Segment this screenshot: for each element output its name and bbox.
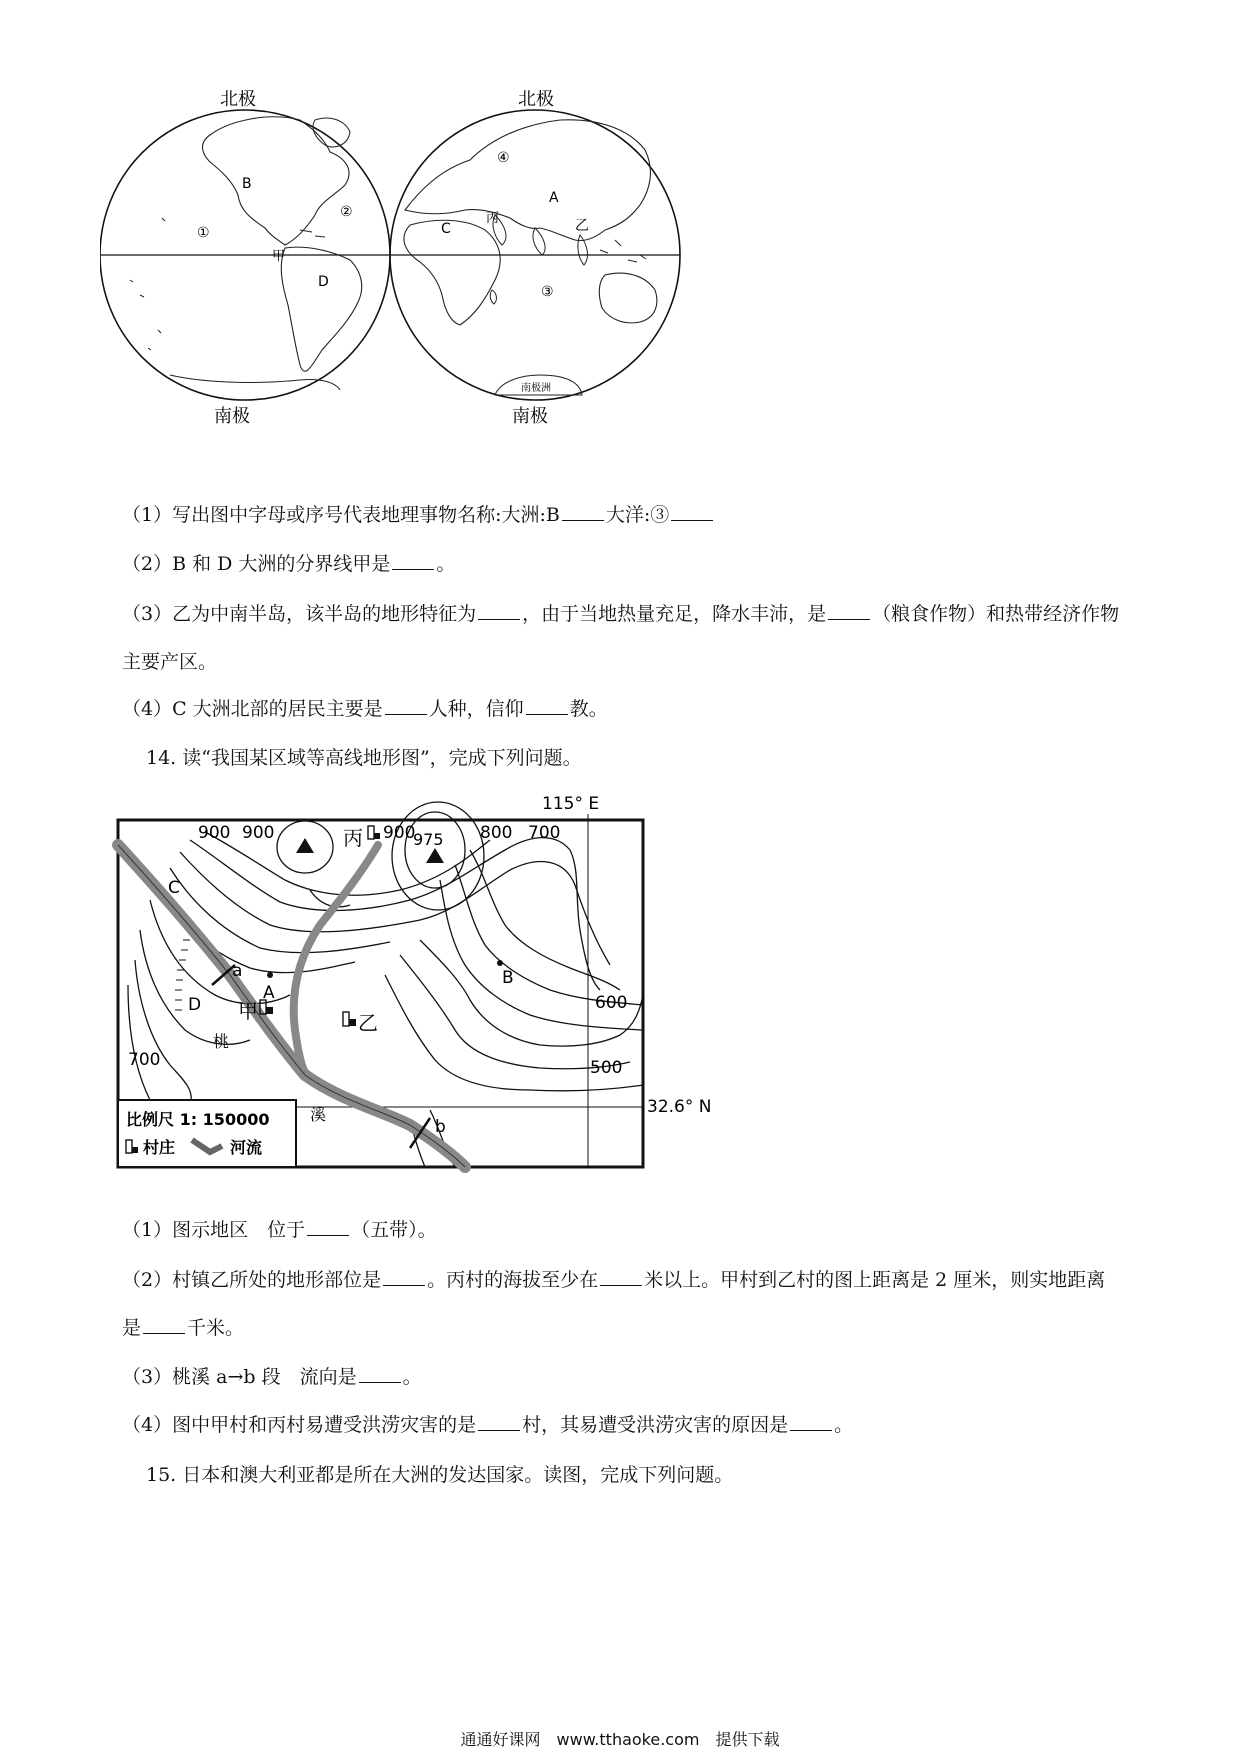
- point-A-dot: [267, 972, 273, 978]
- q13-p4-mid: 人种，信仰: [428, 698, 524, 720]
- q14-p1-prefix: （1）图示地区 位于: [122, 1219, 306, 1241]
- india-outline: [533, 228, 545, 255]
- q15-title-text: 15. 日本和澳大利亚都是所在大洲的发达国家。读图，完成下列问题。: [146, 1464, 734, 1486]
- label-ocean-3: ③: [541, 284, 554, 300]
- q14-p4-blank1[interactable]: [478, 1412, 520, 1431]
- label-yi: 乙: [575, 218, 589, 234]
- q13-part4: [122, 695, 608, 723]
- south-pole-left-label: 南极: [214, 406, 250, 427]
- q14-title-text: 14. 读“我国某区域等高线地形图”，完成下列问题。: [146, 747, 582, 769]
- q14-p4-blank2[interactable]: [790, 1412, 832, 1431]
- se-asia-islands-outline: [600, 240, 646, 262]
- madagascar-outline: [490, 290, 496, 304]
- south-america-outline: [281, 247, 361, 371]
- q13-p1-prefix: （1）写出图中字母或序号代表地理事物名称:大洲:B: [122, 504, 560, 526]
- label-jia: 甲: [272, 249, 286, 264]
- q14-part1: [122, 1216, 437, 1244]
- caribbean-outline: [300, 230, 325, 237]
- label-C: C: [441, 221, 451, 237]
- river-char-xi: 溪: [310, 1105, 327, 1124]
- greenland-outline: [313, 118, 350, 147]
- q14-p4-suffix: 。: [834, 1414, 854, 1436]
- point-B-dot: [497, 960, 503, 966]
- village-yi-label: 乙: [358, 1011, 378, 1035]
- q13-p2-prefix: （2）B 和 D 大洲的分界线甲是: [122, 553, 391, 575]
- contour-label-600: 600: [595, 993, 628, 1013]
- label-ocean-1: ①: [197, 225, 210, 241]
- q14-p2-prefix: （2）村镇乙所处的地形部位是: [122, 1269, 382, 1291]
- q13-p1-blank2[interactable]: [671, 502, 713, 521]
- contour-label-500: 500: [590, 1058, 623, 1078]
- label-antarctica: 南极洲: [521, 383, 551, 394]
- contour-label-700-top: 700: [528, 823, 561, 843]
- point-b-label: b: [435, 1117, 446, 1137]
- australia-outline: [599, 273, 657, 323]
- south-pole-right-label: 南极: [512, 406, 548, 427]
- longitude-label: 115° E: [542, 794, 600, 814]
- africa-outline: [404, 220, 500, 325]
- q14-p2-mid2: 米以上。甲村到乙村的图上距离是 2 厘米，则实地距离是: [122, 1269, 1106, 1339]
- label-B: B: [242, 176, 252, 192]
- point-B-label: B: [502, 968, 514, 988]
- contour-label-700-left: 700: [128, 1050, 161, 1070]
- point-C-label: C: [168, 878, 180, 898]
- point-A-label: A: [263, 983, 275, 1003]
- legend-scale: 比例尺 1: 150000: [126, 1110, 270, 1129]
- q14-p2-suffix: 千米。: [187, 1317, 245, 1339]
- page-footer: 通通好课网 www.tthaoke.com 提供下载: [460, 1730, 780, 1749]
- q13-p1-blank1[interactable]: [562, 502, 604, 521]
- pacific-islands-outline: [130, 218, 165, 350]
- q13-p3-blank1[interactable]: [478, 601, 520, 620]
- contour-label-900b: 900: [242, 823, 275, 843]
- q14-p3-blank[interactable]: [359, 1364, 401, 1383]
- q14-p3-prefix: （3）桃溪 a→b 段 流向是: [122, 1366, 357, 1388]
- q15-title: [146, 1461, 733, 1489]
- q14-p2-blank3[interactable]: [143, 1315, 185, 1334]
- label-A: A: [549, 190, 559, 206]
- q14-p2-blank2[interactable]: [600, 1267, 642, 1286]
- label-ocean-4: ④: [497, 150, 510, 166]
- point-a-label: a: [232, 961, 243, 981]
- q14-p1-blank[interactable]: [307, 1217, 349, 1236]
- q13-p4-blank2[interactable]: [526, 696, 568, 715]
- q14-p2-blank1[interactable]: [383, 1267, 425, 1286]
- legend-village-label: 村庄: [143, 1138, 176, 1157]
- q14-part3: [122, 1363, 422, 1391]
- river-char-tao: 桃: [213, 1032, 230, 1051]
- q13-p3-mid: ，由于当地热量充足，降水丰沛，是: [522, 603, 827, 625]
- q13-p3-suffix: （粮食作物）和热带经济作物主要产区。: [122, 603, 1120, 673]
- q13-p2-blank[interactable]: [392, 551, 434, 570]
- q13-part1: [122, 501, 715, 529]
- q14-part2: [122, 1256, 1122, 1352]
- north-pole-right-label: 北极: [518, 90, 554, 110]
- contour-label-900a: 900: [198, 823, 231, 843]
- q14-part4: [122, 1411, 853, 1439]
- point-D-label: D: [188, 995, 202, 1015]
- q13-p4-suffix: 教。: [569, 698, 608, 720]
- label-bing: 丙: [486, 211, 500, 226]
- village-bing-label: 丙: [343, 826, 363, 850]
- q13-p3-blank2[interactable]: [828, 601, 870, 620]
- hemisphere-map: [100, 90, 800, 480]
- q13-p2-suffix: 。: [436, 553, 456, 575]
- contour-label-800: 800: [480, 823, 513, 843]
- q13-part2: [122, 550, 455, 578]
- q13-p4-prefix: （4）C 大洲北部的居民主要是: [122, 698, 383, 720]
- contour-label-900c: 900: [383, 823, 416, 843]
- latitude-label: 32.6° N: [647, 1097, 712, 1117]
- q14-p4-mid: 村，其易遭受洪涝灾害的原因是: [522, 1414, 789, 1436]
- q14-p3-suffix: 。: [402, 1366, 422, 1388]
- label-D: D: [318, 274, 329, 290]
- legend-river-label: 河流: [230, 1138, 263, 1157]
- q13-p1-mid: 大洋:③: [605, 504, 670, 526]
- contour-label-975: 975: [413, 830, 444, 849]
- contour-map: [110, 790, 720, 1190]
- label-ocean-2: ②: [340, 204, 353, 220]
- north-pole-left-label: 北极: [220, 90, 256, 110]
- village-jia-label: 甲: [238, 999, 258, 1023]
- q14-title: [146, 744, 582, 772]
- q13-p4-blank1[interactable]: [385, 696, 427, 715]
- q13-part3: [122, 590, 1122, 686]
- q14-p2-mid1: 。丙村的海拔至少在: [427, 1269, 599, 1291]
- q14-p4-prefix: （4）图中甲村和丙村易遭受洪涝灾害的是: [122, 1414, 477, 1436]
- q13-p3-prefix: （3）乙为中南半岛，该半岛的地形特征为: [122, 603, 477, 625]
- q14-p1-suffix: （五带）。: [351, 1219, 437, 1241]
